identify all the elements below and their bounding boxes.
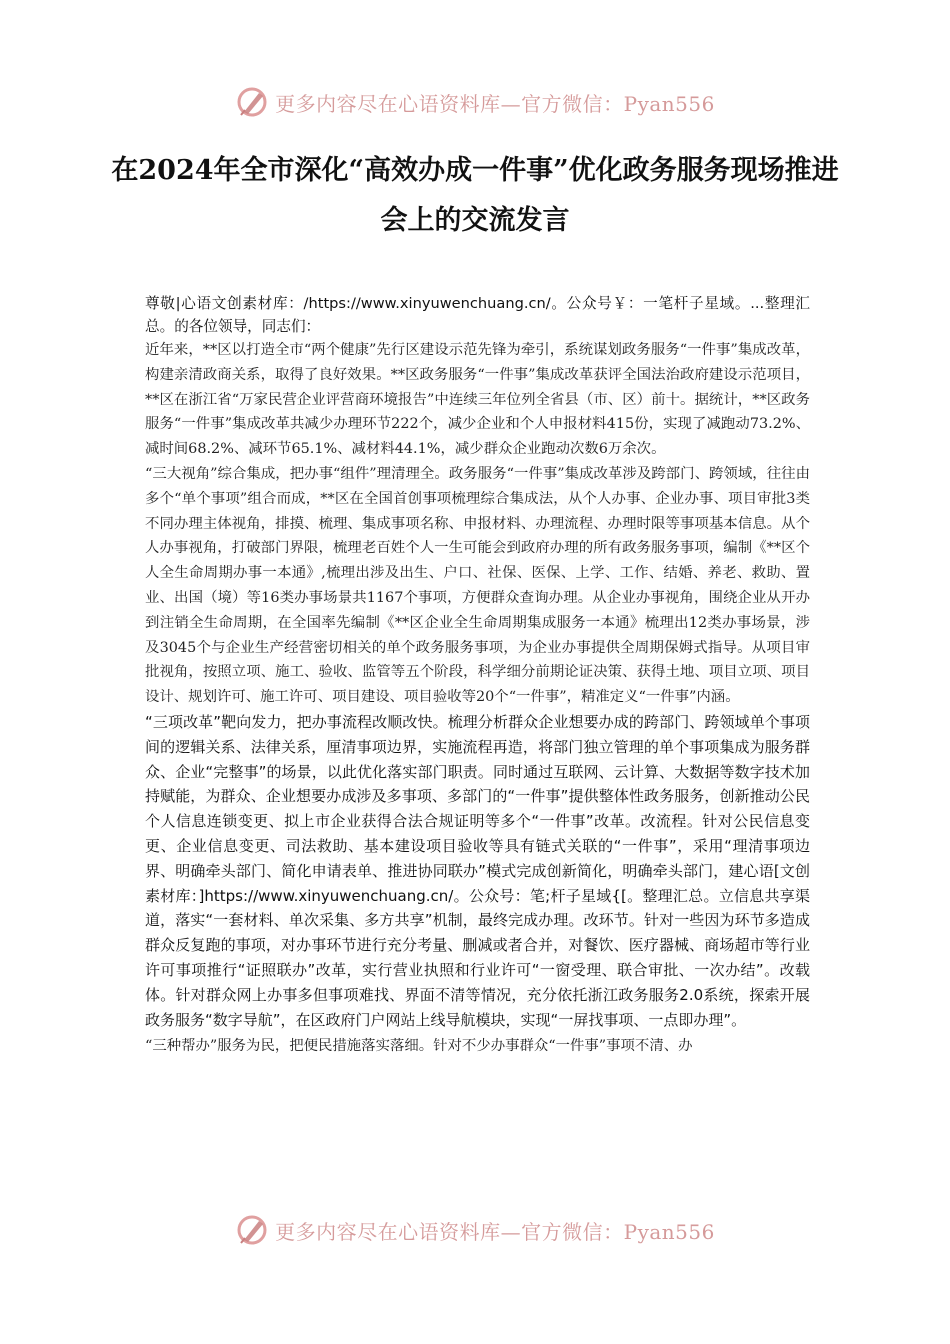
banner-text: 更多内容尽在心语资料库—官方微信：Pyan556	[275, 1219, 715, 1244]
paragraph: “三种帮办”服务为民，把便民措施落实落细。针对不少办事群众“一件事”事项不清、办	[145, 1038, 693, 1055]
paragraph: 近年来，**区以打造全市“两个健康”先行区建设示范先锋为牵引，系统谋划政务服务“一件事”集成改革，构建亲清政商关系，取得了良好效果。**区政务服务“一件事”集成改革获评全国法治政府建设示范项目，**区在浙江省“万家民营企业评营商环境报告”中连续三年位列全省县（市、区）前十。据统计，**区政务服务“一件事”集成改革共减少办理环节222个，减少企业和个人申报材料415份，实现了减跑动73.2%、减时间68.2%、减环节65.1%、减材料44.1%，减少群众企业跑动次数6万余次。	[145, 342, 810, 458]
header-banner	[0, 82, 950, 122]
footer-banner	[0, 1210, 950, 1250]
document-body	[145, 292, 810, 1059]
banner-text: 更多内容尽在心语资料库—官方微信：Pyan556	[275, 91, 715, 116]
document-title: 在2024年全市深化“高效办成一件事”优化政务服务现场推进会上的交流发言	[111, 155, 839, 236]
salutation: 尊敬|心语文创素材库：/https://www.xinyuwenchuang.cn/。公众号￥：一笔杆子星域。...整理汇总。的各位领导，同志们：	[145, 295, 810, 335]
pen-nib-circle-icon	[235, 1213, 269, 1247]
paragraph: “三项改革”靶向发力，把办事流程改顺改快。梳理分析群众企业想要办成的跨部门、跨领域单个事项间的逻辑关系、法律关系，厘清事项边界，实施流程再造，将部门独立管理的单个事项集成为服务群众、企业“完整事”的场景，以此优化落实部门职责。同时通过互联网、云计算、大数据等数字技术加持赋能，为群众、企业想要办成涉及多事项、多部门的“一件事”提供整体性政务服务，创新推动公民个人信息连锁变更、拟上市企业获得合法合规证明等多个“一件事”改革。改流程。针对公民信息变更、企业信息变更、司法救助、基本建设项目验收等具有链式关联的“一件事”，采用“理清事项边界、明确牵头部门、简化申请表单、推进协同联办”模式完成创新简化，明确牵头部门，建心语[文创素材库：]https://www.xinyuwenchuang.cn/。公众号：笔;杆子星域{[。整理汇总。立信息共享渠道，落实“一套材料、单次采集、多方共享”机制，最终完成办理。改环节。针对一些因为环节多造成群众反复跑的事项，对办事环节进行充分考量、删减或者合并，对餐饮、医疗器械、商场超市等行业许可事项推行“证照联办”改革，实行营业执照和行业许可“一窗受理、联合审批、一次办结”。改载体。针对群众网上办事多但事项难找、界面不清等情况，充分依托浙江政务服务2.0系统，探索开展政务服务“数字导航”，在区政府门户网站上线导航模块，实现“一屏找事项、一点即办理”。	[145, 712, 810, 1029]
pen-nib-circle-icon	[235, 85, 269, 119]
paragraph: “三大视角”综合集成，把办事“组件”理清理全。政务服务“一件事”集成改革涉及跨部门、跨领域，往往由多个“单个事项”组合而成，**区在全国首创事项梳理综合集成法，从个人办事、企业办事、项目审批3类不同办理主体视角，排摸、梳理、集成事项名称、申报材料、办理流程、办理时限等事项基本信息。从个人办事视角，打破部门界限，梳理老百姓个人一生可能会到政府办理的所有政务服务事项，编制《**区个人全生命周期办事一本通》,梳理出涉及出生、户口、社保、医保、上学、工作、结婚、养老、救助、置业、出国（境）等16类办事场景共1167个事项，方便群众查询办理。从企业办事视角，围绕企业从开办到注销全生命周期，在全国率先编制《**区企业全生命周期集成服务一本通》梳理出12类办事场景，涉及3045个与企业生产经营密切相关的单个政务服务事项，为企业办事提供全周期保姆式指导。从项目审批视角，按照立项、施工、验收、监管等五个阶段，科学细分前期论证决策、获得土地、项目立项、项目设计、规划许可、施工许可、项目建设、项目验收等20个“一件事”，精准定义“一件事”内涵。	[145, 465, 810, 706]
